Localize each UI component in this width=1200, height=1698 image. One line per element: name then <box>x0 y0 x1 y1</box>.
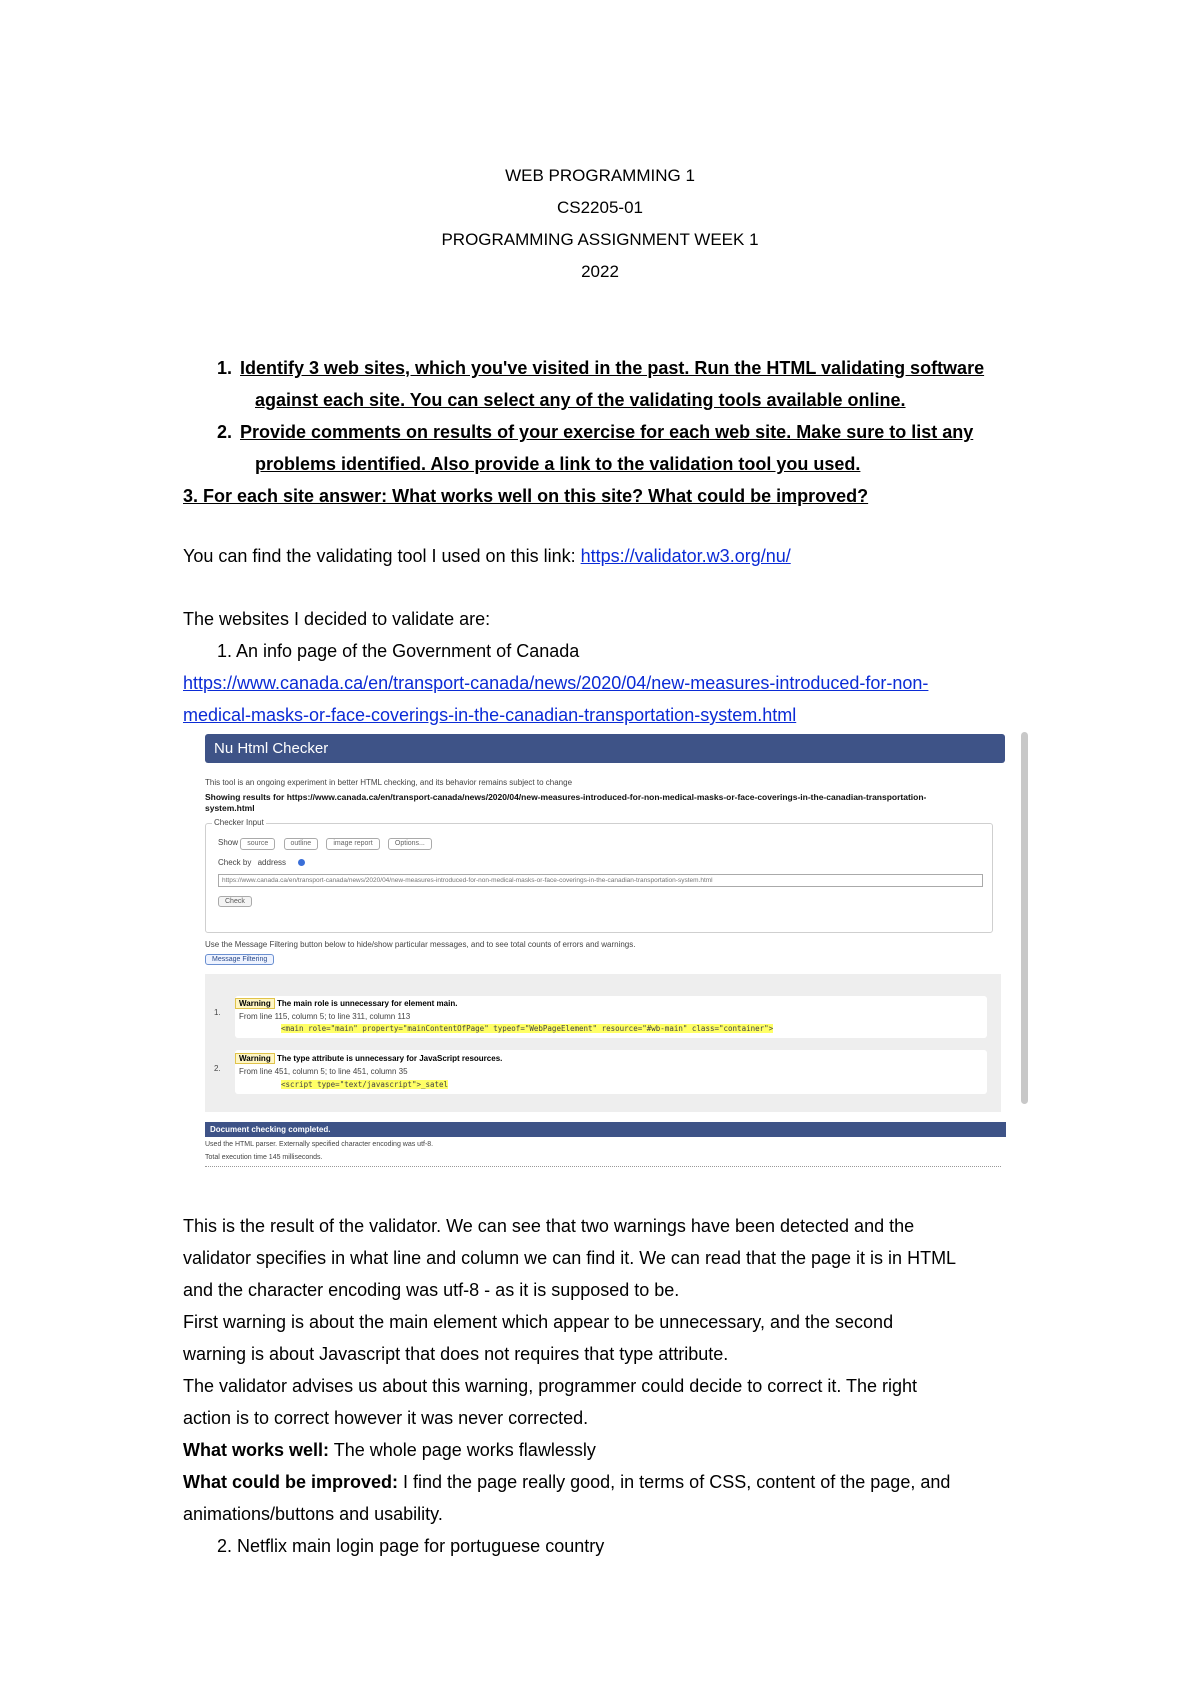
message-filtering-button[interactable]: Message Filtering <box>205 954 274 965</box>
used-parser: Used the HTML parser. Externally specified character encoding was utf-8. <box>205 1141 434 1148</box>
improve-line-2: animations/buttons and usability. <box>183 1504 443 1524</box>
course-code: CS2205-01 <box>556 198 643 217</box>
year: 2022 <box>581 262 619 281</box>
analysis-line-2: validator specifies in what line and column we can find it. We can read that the page it is in HTML <box>183 1248 957 1268</box>
site-1-label: 1. An info page of the Government of Canada <box>217 641 580 661</box>
check-by-row <box>218 858 305 867</box>
image-report-checkbox[interactable]: image report <box>326 838 379 850</box>
showing-results-line-2: system.html <box>205 803 255 813</box>
message-1-code <box>281 1024 773 1033</box>
assignment-title: PROGRAMMING ASSIGNMENT WEEK 1 <box>441 230 759 249</box>
filter-hint: Use the Message Filtering button below to hide/show particular messages, and to see total counts of errors and warnings. <box>205 940 636 949</box>
screenshot-scrollbar <box>1021 732 1028 1104</box>
task-2-number: 2. <box>217 422 233 442</box>
check-button[interactable]: Check <box>218 896 252 907</box>
message-1-warning-badge: Warning <box>235 998 275 1009</box>
message-2-extract: <script type="text/javascript">_satel <box>281 1080 449 1089</box>
validator-link[interactable]: https://validator.w3.org/nu/ <box>580 546 791 566</box>
site-2-label: 2. Netflix main login page for portuguese country <box>217 1536 605 1556</box>
show-label: Show <box>218 838 239 847</box>
improve-line-1 <box>183 1467 1025 1498</box>
works-well-label: What works well: <box>183 1440 330 1460</box>
analysis-line-5: warning is about Javascript that does not requires that type attribute. <box>183 1344 729 1364</box>
improve-label: What could be improved: <box>183 1472 399 1492</box>
message-1-text: The main role is unnecessary for element main. <box>276 999 458 1008</box>
show-options-row <box>218 838 438 850</box>
message-1-number: 1. <box>214 1008 221 1017</box>
source-checkbox[interactable]: source <box>240 838 275 850</box>
message-2-code <box>281 1080 448 1089</box>
check-by-select[interactable]: address <box>257 858 287 867</box>
task-2-line-2: problems identified. Also provide a link to the validation tool you used. <box>255 454 861 474</box>
results-panel <box>205 974 1001 1112</box>
works-well-text: The whole page works flawlessly <box>329 1440 596 1460</box>
task-1-number: 1. <box>217 358 233 378</box>
tool-paragraph <box>183 541 791 572</box>
options-button[interactable]: Options... <box>388 838 432 850</box>
showing-results-line-1: Showing results for https://www.canada.ca/en/transport-canada/news/2020/04/new-measures-introduced-for-non-medical-masks-or-face-coverings-in-the-canadian-transportation- <box>205 792 927 802</box>
total-time: Total execution time 145 milliseconds. <box>205 1154 323 1161</box>
course-title: WEB PROGRAMMING 1 <box>505 166 695 185</box>
site-1-link-line-1[interactable]: https://www.canada.ca/en/transport-canada/news/2020/04/new-measures-introduced-for-non- <box>183 673 929 693</box>
sites-intro: The websites I decided to validate are: <box>183 609 491 629</box>
help-icon[interactable] <box>298 859 305 866</box>
analysis-line-6: The validator advises us about this warning, programmer could decide to correct it. The right <box>183 1376 918 1396</box>
task-3: 3. For each site answer: What works well on this site? What could be improved? <box>183 486 869 506</box>
tool-prefix: You can find the validating tool I used on this link: <box>183 546 581 566</box>
url-input[interactable]: https://www.canada.ca/en/transport-canada/news/2020/04/new-measures-introduced-for-non-medical-masks-or-face-coverings-in-the-canadian-transportation-system.html <box>218 874 983 887</box>
task-1-line-1: Identify 3 web sites, which you've visited in the past. Run the HTML validating software <box>240 358 985 378</box>
checker-title: Nu Html Checker <box>205 734 1005 763</box>
task-1-line-2: against each site. You can select any of the validating tools available online. <box>255 390 906 410</box>
screenshot-divider <box>205 1166 1001 1167</box>
checker-input-fieldset <box>205 818 993 933</box>
message-2-number: 2. <box>214 1064 221 1073</box>
analysis-line-7: action is to correct however it was never corrected. <box>183 1408 589 1428</box>
works-well-line <box>183 1435 596 1466</box>
site-1-link-line-2[interactable]: medical-masks-or-face-coverings-in-the-canadian-transportation-system.html <box>183 705 797 725</box>
message-1-extract: <main role="main" property="mainContentOfPage" typeof="WebPageElement" resource="#wb-main" class="container"> <box>281 1024 774 1033</box>
validator-screenshot <box>196 728 1028 1180</box>
message-2-text: The type attribute is unnecessary for JavaScript resources. <box>276 1054 503 1063</box>
analysis-line-1: This is the result of the validator. We can see that two warnings have been detected and the <box>183 1216 915 1236</box>
analysis-line-4: First warning is about the main element which appear to be unnecessary, and the second <box>183 1312 894 1332</box>
message-2-location: From line 451, column 5; to line 451, column 35 <box>239 1067 408 1076</box>
message-1-location: From line 115, column 5; to line 311, column 113 <box>239 1012 411 1021</box>
message-1 <box>235 996 987 1038</box>
outline-checkbox[interactable]: outline <box>284 838 319 850</box>
message-2-warning-badge: Warning <box>235 1053 275 1064</box>
message-1-heading <box>235 998 457 1009</box>
message-2-heading <box>235 1053 502 1064</box>
checker-intro: This tool is an ongoing experiment in better HTML checking, and its behavior remains subject to change <box>205 778 573 787</box>
checking-completed-bar: Document checking completed. <box>205 1122 1006 1137</box>
checker-input-legend: Checker Input <box>214 818 264 827</box>
message-2 <box>235 1050 987 1094</box>
analysis-line-3: and the character encoding was utf-8 - as it is supposed to be. <box>183 1280 680 1300</box>
improve-text-1: I find the page really good, in terms of CSS, content of the page, and <box>398 1472 951 1492</box>
check-by-label: Check by <box>218 858 252 867</box>
task-2-line-1: Provide comments on results of your exercise for each web site. Make sure to list any <box>240 422 974 442</box>
